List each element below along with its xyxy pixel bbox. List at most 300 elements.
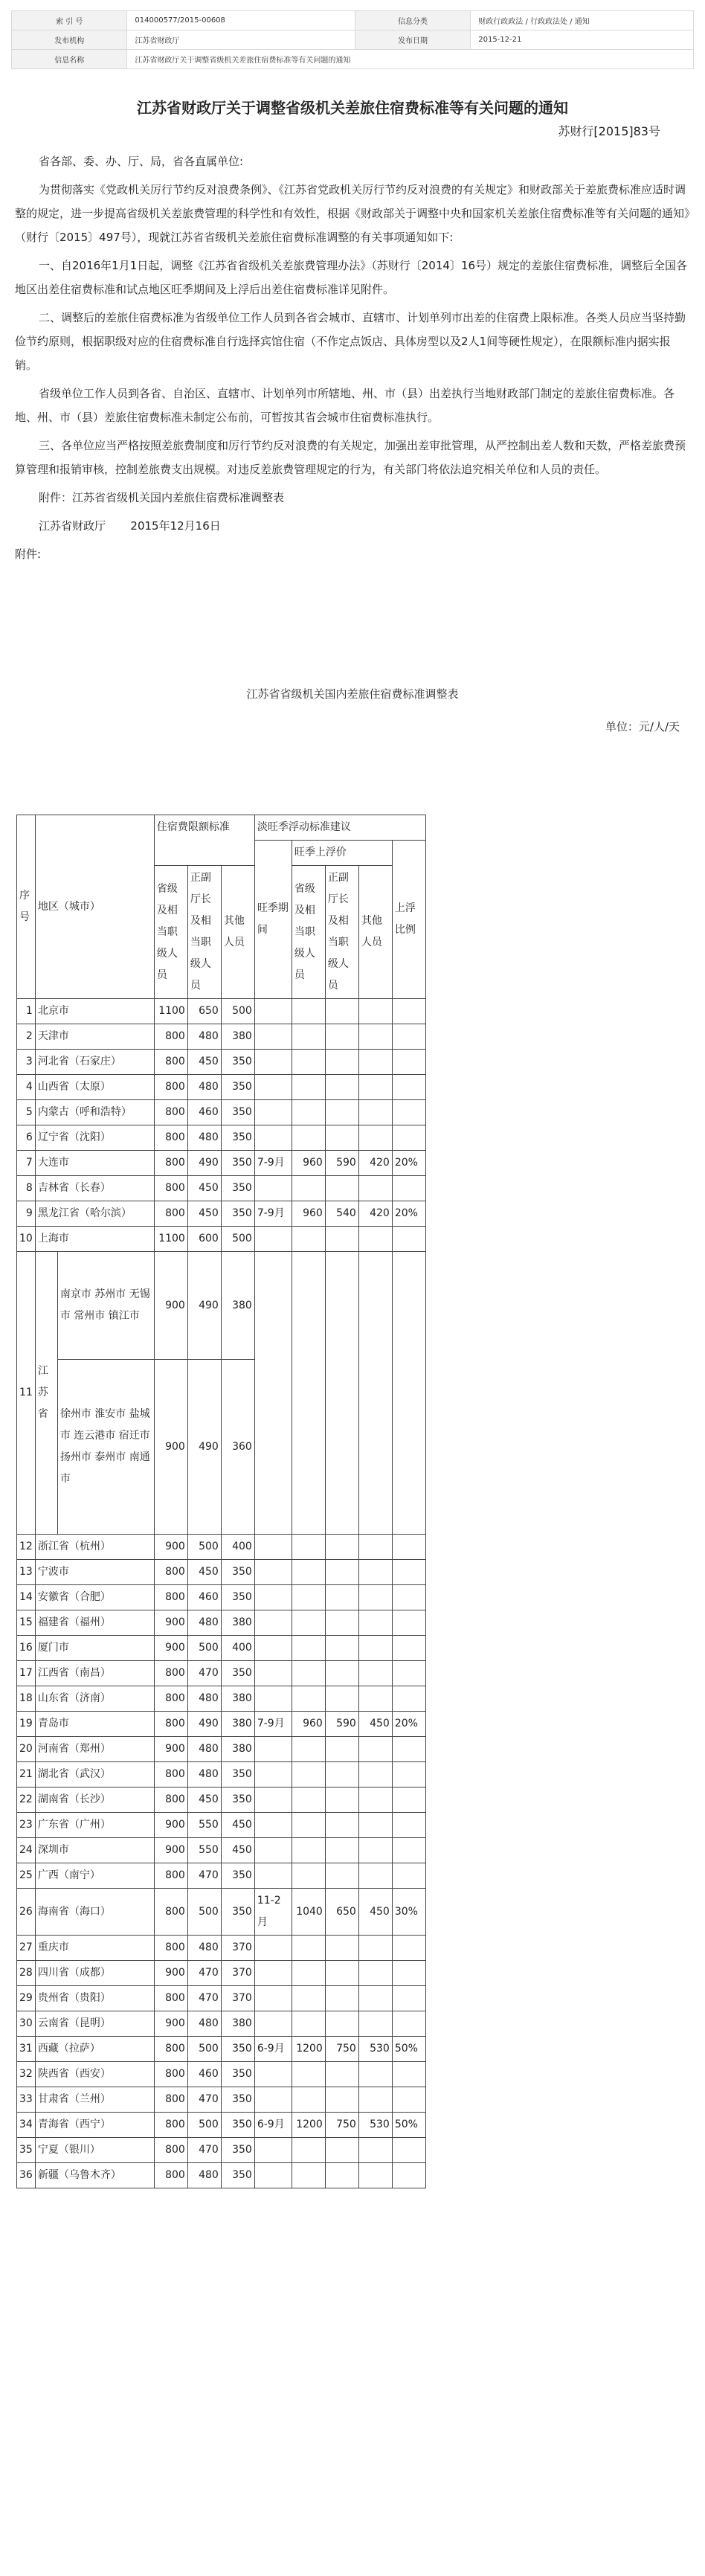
peak-period — [254, 1560, 292, 1585]
header-peak-level3: 其他人员 — [358, 866, 392, 999]
limit-level2: 450 — [187, 1201, 221, 1227]
peak-level2 — [325, 2087, 358, 2113]
limit-level2: 490 — [187, 1151, 221, 1176]
limit-level2: 600 — [187, 1227, 221, 1252]
peak-period — [254, 1024, 292, 1050]
peak-level2 — [325, 1788, 358, 1813]
peak-period — [254, 2087, 292, 2113]
peak-ratio — [392, 2011, 425, 2037]
region-name: 青海省（西宁） — [35, 2113, 154, 2138]
peak-ratio — [392, 1585, 425, 1610]
region-name: 广东省（广州） — [35, 1813, 154, 1838]
limit-level2: 490 — [187, 1360, 221, 1535]
peak-ratio: 20% — [392, 1201, 425, 1227]
peak-ratio — [392, 999, 425, 1024]
peak-level3 — [358, 2062, 392, 2087]
peak-period — [254, 2138, 292, 2163]
limit-level1: 900 — [154, 1737, 187, 1762]
table-row — [17, 1863, 426, 1889]
meta-row — [12, 30, 694, 50]
peak-ratio — [392, 1227, 425, 1252]
peak-level3 — [358, 2138, 392, 2163]
table-row — [17, 2062, 426, 2087]
peak-ratio — [392, 1788, 425, 1813]
peak-level2: 590 — [325, 1151, 358, 1176]
row-number: 14 — [17, 1585, 36, 1610]
peak-level1 — [292, 2087, 325, 2113]
region-name: 内蒙古（呼和浩特） — [35, 1100, 154, 1125]
peak-level1 — [292, 1838, 325, 1863]
peak-period — [254, 1636, 292, 1661]
table-row — [17, 1176, 426, 1201]
region-name: 安徽省（合肥） — [35, 1585, 154, 1610]
limit-level2: 480 — [187, 2011, 221, 2037]
table-row — [17, 1560, 426, 1585]
date-label: 发布日期 — [355, 30, 470, 50]
limit-level3: 380 — [221, 1686, 254, 1712]
peak-level3 — [358, 1863, 392, 1889]
limit-level3: 370 — [221, 1986, 254, 2011]
peak-level3 — [358, 1050, 392, 1075]
paragraph: 二、调整后的差旅住宿费标准为省级单位工作人员到各省会城市、直辖市、计划单列市出差的住宿费上限标准。各类人员应当坚持勤俭节约原则，根据职级对应的住宿费标准自行选择宾馆住宿（不作定点饭店、具体房型以及2人1间等硬性规定），在限额标准内据实报销。 — [15, 311, 686, 372]
row-number: 7 — [17, 1151, 36, 1176]
peak-period — [254, 1813, 292, 1838]
peak-period — [254, 1838, 292, 1863]
standards-table — [16, 815, 426, 2188]
limit-level3: 370 — [221, 1936, 254, 1961]
limit-level3: 500 — [221, 999, 254, 1024]
limit-level1: 800 — [154, 1661, 187, 1686]
peak-ratio — [392, 1986, 425, 2011]
row-number: 36 — [17, 2163, 36, 2188]
row-number: 8 — [17, 1176, 36, 1201]
table-row — [17, 1889, 426, 1936]
peak-level1 — [292, 1686, 325, 1712]
peak-level1 — [292, 1986, 325, 2011]
limit-level2: 470 — [187, 2138, 221, 2163]
peak-period — [254, 1610, 292, 1636]
peak-period — [254, 1125, 292, 1151]
row-number: 16 — [17, 1636, 36, 1661]
peak-level1 — [292, 1075, 325, 1100]
limit-level3: 350 — [221, 1889, 254, 1936]
table-row — [17, 2113, 426, 2138]
peak-level3: 450 — [358, 1712, 392, 1737]
peak-period — [254, 1075, 292, 1100]
region-name: 江苏省 — [35, 1252, 57, 1535]
limit-level1: 800 — [154, 1151, 187, 1176]
row-number: 23 — [17, 1813, 36, 1838]
peak-level1 — [292, 1125, 325, 1151]
limit-level2: 470 — [187, 1863, 221, 1889]
limit-level1: 800 — [154, 1201, 187, 1227]
peak-level2 — [325, 2062, 358, 2087]
limit-level3: 380 — [221, 1737, 254, 1762]
row-number: 35 — [17, 2138, 36, 2163]
limit-level1: 800 — [154, 1686, 187, 1712]
peak-level2 — [325, 2011, 358, 2037]
row-number: 31 — [17, 2037, 36, 2062]
table-row — [17, 1535, 426, 1560]
region-name: 吉林省（长春） — [35, 1176, 154, 1201]
row-number: 19 — [17, 1712, 36, 1737]
peak-ratio — [392, 2087, 425, 2113]
limit-level1: 800 — [154, 1712, 187, 1737]
peak-level2 — [325, 1100, 358, 1125]
sign-date: 2015年12月16日 — [130, 519, 221, 533]
limit-level3: 360 — [221, 1360, 254, 1535]
limit-level3: 370 — [221, 1961, 254, 1986]
peak-level1: 1200 — [292, 2113, 325, 2138]
document-body — [15, 150, 690, 566]
peak-level1 — [292, 1024, 325, 1050]
peak-level2 — [325, 1986, 358, 2011]
row-number: 1 — [17, 999, 36, 1024]
header-peak-level1: 省级及相当职级人员 — [292, 866, 325, 999]
peak-level2: 750 — [325, 2037, 358, 2062]
index-label: 索 引 号 — [12, 11, 127, 30]
row-number: 18 — [17, 1686, 36, 1712]
limit-level3: 350 — [221, 1125, 254, 1151]
peak-level2: 540 — [325, 1201, 358, 1227]
peak-level3 — [358, 2163, 392, 2188]
salutation: 省各部、委、办、厅、局，省各直属单位: — [39, 155, 244, 168]
peak-level2 — [325, 999, 358, 1024]
peak-period — [254, 1986, 292, 2011]
limit-level3: 350 — [221, 2138, 254, 2163]
peak-level1 — [292, 1050, 325, 1075]
table-row — [17, 1737, 426, 1762]
limit-level1: 800 — [154, 1125, 187, 1151]
peak-level3 — [358, 1560, 392, 1585]
peak-level1 — [292, 1788, 325, 1813]
peak-level1 — [292, 1560, 325, 1585]
row-number: 20 — [17, 1737, 36, 1762]
limit-level2: 460 — [187, 1100, 221, 1125]
limit-level2: 450 — [187, 1176, 221, 1201]
table-row — [17, 1151, 426, 1176]
row-number: 15 — [17, 1610, 36, 1636]
peak-period — [254, 1661, 292, 1686]
limit-level1: 800 — [154, 1936, 187, 1961]
header-seq: 序号 — [17, 815, 36, 999]
header-peak-period: 旺季期间 — [254, 841, 292, 999]
region-subcities: 徐州市 淮安市 盐城市 连云港市 宿迁市 扬州市 泰州市 南通市 — [57, 1360, 154, 1535]
peak-period — [254, 1227, 292, 1252]
limit-level1: 800 — [154, 1560, 187, 1585]
peak-level2 — [325, 1535, 358, 1560]
attachment-line: 附件：江苏省省级机关国内差旅住宿费标准调整表 — [39, 491, 285, 504]
peak-level3 — [358, 1686, 392, 1712]
peak-level1 — [292, 1636, 325, 1661]
peak-level1 — [292, 1737, 325, 1762]
peak-level3 — [358, 1737, 392, 1762]
peak-period: 11-2月 — [254, 1889, 292, 1936]
limit-level2: 480 — [187, 1686, 221, 1712]
peak-ratio — [392, 1813, 425, 1838]
limit-level2: 460 — [187, 2062, 221, 2087]
region-name: 黑龙江省（哈尔滨） — [35, 1201, 154, 1227]
peak-level3 — [358, 1636, 392, 1661]
peak-level2: 650 — [325, 1889, 358, 1936]
limit-level1: 900 — [154, 2011, 187, 2037]
peak-level2 — [325, 1176, 358, 1201]
limit-level2: 470 — [187, 1961, 221, 1986]
peak-level2 — [325, 1661, 358, 1686]
table-row — [17, 2087, 426, 2113]
peak-level1 — [292, 1252, 325, 1535]
limit-level3: 350 — [221, 1176, 254, 1201]
peak-level1: 1200 — [292, 2037, 325, 2062]
peak-level3: 420 — [358, 1201, 392, 1227]
region-name: 上海市 — [35, 1227, 154, 1252]
peak-ratio — [392, 1560, 425, 1585]
peak-level3 — [358, 1100, 392, 1125]
peak-level2 — [325, 1936, 358, 1961]
limit-level1: 800 — [154, 2037, 187, 2062]
table-row — [17, 1610, 426, 1636]
row-number: 5 — [17, 1100, 36, 1125]
peak-level3 — [358, 1024, 392, 1050]
row-number: 11 — [17, 1252, 36, 1535]
peak-level1 — [292, 1535, 325, 1560]
peak-level3 — [358, 1961, 392, 1986]
table-row — [17, 1788, 426, 1813]
peak-period: 6-9月 — [254, 2113, 292, 2138]
limit-level2: 480 — [187, 1610, 221, 1636]
limit-level1: 800 — [154, 1986, 187, 2011]
peak-ratio — [392, 1661, 425, 1686]
limit-level3: 350 — [221, 1050, 254, 1075]
limit-level3: 350 — [221, 1788, 254, 1813]
rows-group — [17, 999, 426, 1252]
region-name: 西藏（拉萨） — [35, 2037, 154, 2062]
peak-period — [254, 1737, 292, 1762]
table-row — [17, 2011, 426, 2037]
limit-level2: 450 — [187, 1560, 221, 1585]
peak-level1 — [292, 999, 325, 1024]
peak-level3 — [358, 999, 392, 1024]
peak-level3: 450 — [358, 1889, 392, 1936]
peak-ratio: 30% — [392, 1889, 425, 1936]
peak-ratio — [392, 1961, 425, 1986]
peak-level2 — [325, 1075, 358, 1100]
peak-level2 — [325, 1227, 358, 1252]
limit-level3: 350 — [221, 2062, 254, 2087]
signer: 江苏省财政厅 — [39, 519, 106, 533]
peak-period — [254, 1252, 292, 1535]
peak-period — [254, 1863, 292, 1889]
limit-level1: 800 — [154, 2062, 187, 2087]
row-number: 12 — [17, 1535, 36, 1560]
meta-row — [12, 11, 694, 30]
limit-level1: 900 — [154, 1813, 187, 1838]
region-name: 河北省（石家庄） — [35, 1050, 154, 1075]
table-row — [17, 1125, 426, 1151]
peak-period — [254, 1686, 292, 1712]
peak-period — [254, 1788, 292, 1813]
region-name: 福建省（福州） — [35, 1610, 154, 1636]
peak-level2 — [325, 1863, 358, 1889]
peak-period — [254, 1961, 292, 1986]
peak-level3: 530 — [358, 2037, 392, 2062]
table-row — [17, 1201, 426, 1227]
peak-ratio — [392, 1125, 425, 1151]
peak-period — [254, 2163, 292, 2188]
peak-level2 — [325, 1024, 358, 1050]
peak-ratio: 20% — [392, 1712, 425, 1737]
peak-period — [254, 1535, 292, 1560]
peak-level1 — [292, 1936, 325, 1961]
peak-level3 — [358, 1125, 392, 1151]
header-level3: 其他人员 — [221, 866, 254, 999]
header-limit: 住宿费限额标准 — [154, 815, 254, 866]
peak-level2: 750 — [325, 2113, 358, 2138]
limit-level1: 800 — [154, 1585, 187, 1610]
peak-period: 7-9月 — [254, 1201, 292, 1227]
peak-ratio — [392, 1762, 425, 1788]
peak-level3 — [358, 1936, 392, 1961]
peak-level3 — [358, 1762, 392, 1788]
table-row — [17, 999, 426, 1024]
limit-level2: 500 — [187, 1889, 221, 1936]
limit-level1: 800 — [154, 1863, 187, 1889]
peak-level2 — [325, 2138, 358, 2163]
peak-ratio — [392, 1863, 425, 1889]
region-name: 厦门市 — [35, 1636, 154, 1661]
limit-level1: 900 — [154, 1610, 187, 1636]
peak-level2 — [325, 1762, 358, 1788]
row-number: 29 — [17, 1986, 36, 2011]
peak-level1 — [292, 2163, 325, 2188]
category-label: 信息分类 — [355, 11, 470, 30]
limit-level3: 500 — [221, 1227, 254, 1252]
peak-level3 — [358, 2087, 392, 2113]
limit-level3: 400 — [221, 1535, 254, 1560]
peak-level2 — [325, 1252, 358, 1535]
peak-level2 — [325, 1610, 358, 1636]
name-value: 江苏省财政厅关于调整省级机关差旅住宿费标准等有关问题的通知 — [127, 50, 694, 69]
limit-level2: 500 — [187, 2037, 221, 2062]
limit-level3: 380 — [221, 1252, 254, 1360]
region-name: 四川省（成都） — [35, 1961, 154, 1986]
table-row — [17, 1986, 426, 2011]
peak-ratio: 50% — [392, 2037, 425, 2062]
table-row — [17, 1024, 426, 1050]
region-name: 浙江省（杭州） — [35, 1535, 154, 1560]
peak-level2 — [325, 1560, 358, 1585]
row-number: 9 — [17, 1201, 36, 1227]
date-value: 2015-12-21 — [471, 30, 694, 50]
peak-level1 — [292, 2011, 325, 2037]
limit-level3: 350 — [221, 1762, 254, 1788]
peak-level3 — [358, 1176, 392, 1201]
region-name: 河南省（郑州） — [35, 1737, 154, 1762]
region-name: 江西省（南昌） — [35, 1661, 154, 1686]
region-subcities: 南京市 苏州市 无锡市 常州市 镇江市 — [57, 1252, 154, 1360]
limit-level2: 650 — [187, 999, 221, 1024]
header-peak-level2: 正副厅长及相当职级人员 — [325, 866, 358, 999]
limit-level3: 380 — [221, 1712, 254, 1737]
peak-level1 — [292, 1863, 325, 1889]
limit-level3: 380 — [221, 1024, 254, 1050]
peak-level3: 420 — [358, 1151, 392, 1176]
region-name: 湖北省（武汉） — [35, 1762, 154, 1788]
peak-period — [254, 1936, 292, 1961]
row-number: 4 — [17, 1075, 36, 1100]
row-number: 25 — [17, 1863, 36, 1889]
peak-level1: 960 — [292, 1712, 325, 1737]
limit-level3: 400 — [221, 1636, 254, 1661]
limit-level1: 900 — [154, 1961, 187, 1986]
limit-level3: 350 — [221, 1560, 254, 1585]
peak-level3 — [358, 1986, 392, 2011]
header-level1: 省级及相当职级人员 — [154, 866, 187, 999]
limit-level3: 350 — [221, 1201, 254, 1227]
limit-level1: 800 — [154, 2163, 187, 2188]
header-peak: 淡旺季浮动标准建议 — [254, 815, 425, 841]
limit-level3: 350 — [221, 1100, 254, 1125]
region-name: 青岛市 — [35, 1712, 154, 1737]
peak-level2: 590 — [325, 1712, 358, 1737]
limit-level2: 450 — [187, 1050, 221, 1075]
peak-period — [254, 999, 292, 1024]
region-name: 海南省（海口） — [35, 1889, 154, 1936]
region-name: 陕西省（西安） — [35, 2062, 154, 2087]
limit-level1: 800 — [154, 2113, 187, 2138]
row-number: 26 — [17, 1889, 36, 1936]
peak-period — [254, 1176, 292, 1201]
limit-level2: 450 — [187, 1788, 221, 1813]
peak-period — [254, 1100, 292, 1125]
limit-level1: 800 — [154, 2138, 187, 2163]
limit-level2: 480 — [187, 1737, 221, 1762]
row-number: 21 — [17, 1762, 36, 1788]
peak-level3 — [358, 1838, 392, 1863]
peak-level2 — [325, 1737, 358, 1762]
peak-period — [254, 1050, 292, 1075]
name-label: 信息名称 — [12, 50, 127, 69]
header-ratio: 上浮比例 — [392, 841, 425, 999]
limit-level1: 1100 — [154, 999, 187, 1024]
limit-level2: 480 — [187, 1936, 221, 1961]
peak-level2 — [325, 1813, 358, 1838]
row-number: 32 — [17, 2062, 36, 2087]
table-row — [17, 1762, 426, 1788]
peak-level3 — [358, 1813, 392, 1838]
row-number: 33 — [17, 2087, 36, 2113]
peak-level1 — [292, 1227, 325, 1252]
unit-label: 单位：元/人/天 — [605, 720, 680, 733]
limit-level2: 480 — [187, 1024, 221, 1050]
peak-ratio — [392, 2062, 425, 2087]
issuer-label: 发布机构 — [12, 30, 127, 50]
table-row — [17, 1936, 426, 1961]
table-row — [17, 1252, 426, 1360]
row-number: 17 — [17, 1661, 36, 1686]
region-name: 天津市 — [35, 1024, 154, 1050]
table-row — [17, 1838, 426, 1863]
peak-level1 — [292, 1100, 325, 1125]
peak-period — [254, 1762, 292, 1788]
row-number: 24 — [17, 1838, 36, 1863]
category-value: 财政行政政法 / 行政政法处 / 通知 — [471, 11, 694, 30]
peak-ratio — [392, 1075, 425, 1100]
region-name: 北京市 — [35, 999, 154, 1024]
peak-period — [254, 1585, 292, 1610]
peak-period: 7-9月 — [254, 1712, 292, 1737]
limit-level1: 900 — [154, 1838, 187, 1863]
